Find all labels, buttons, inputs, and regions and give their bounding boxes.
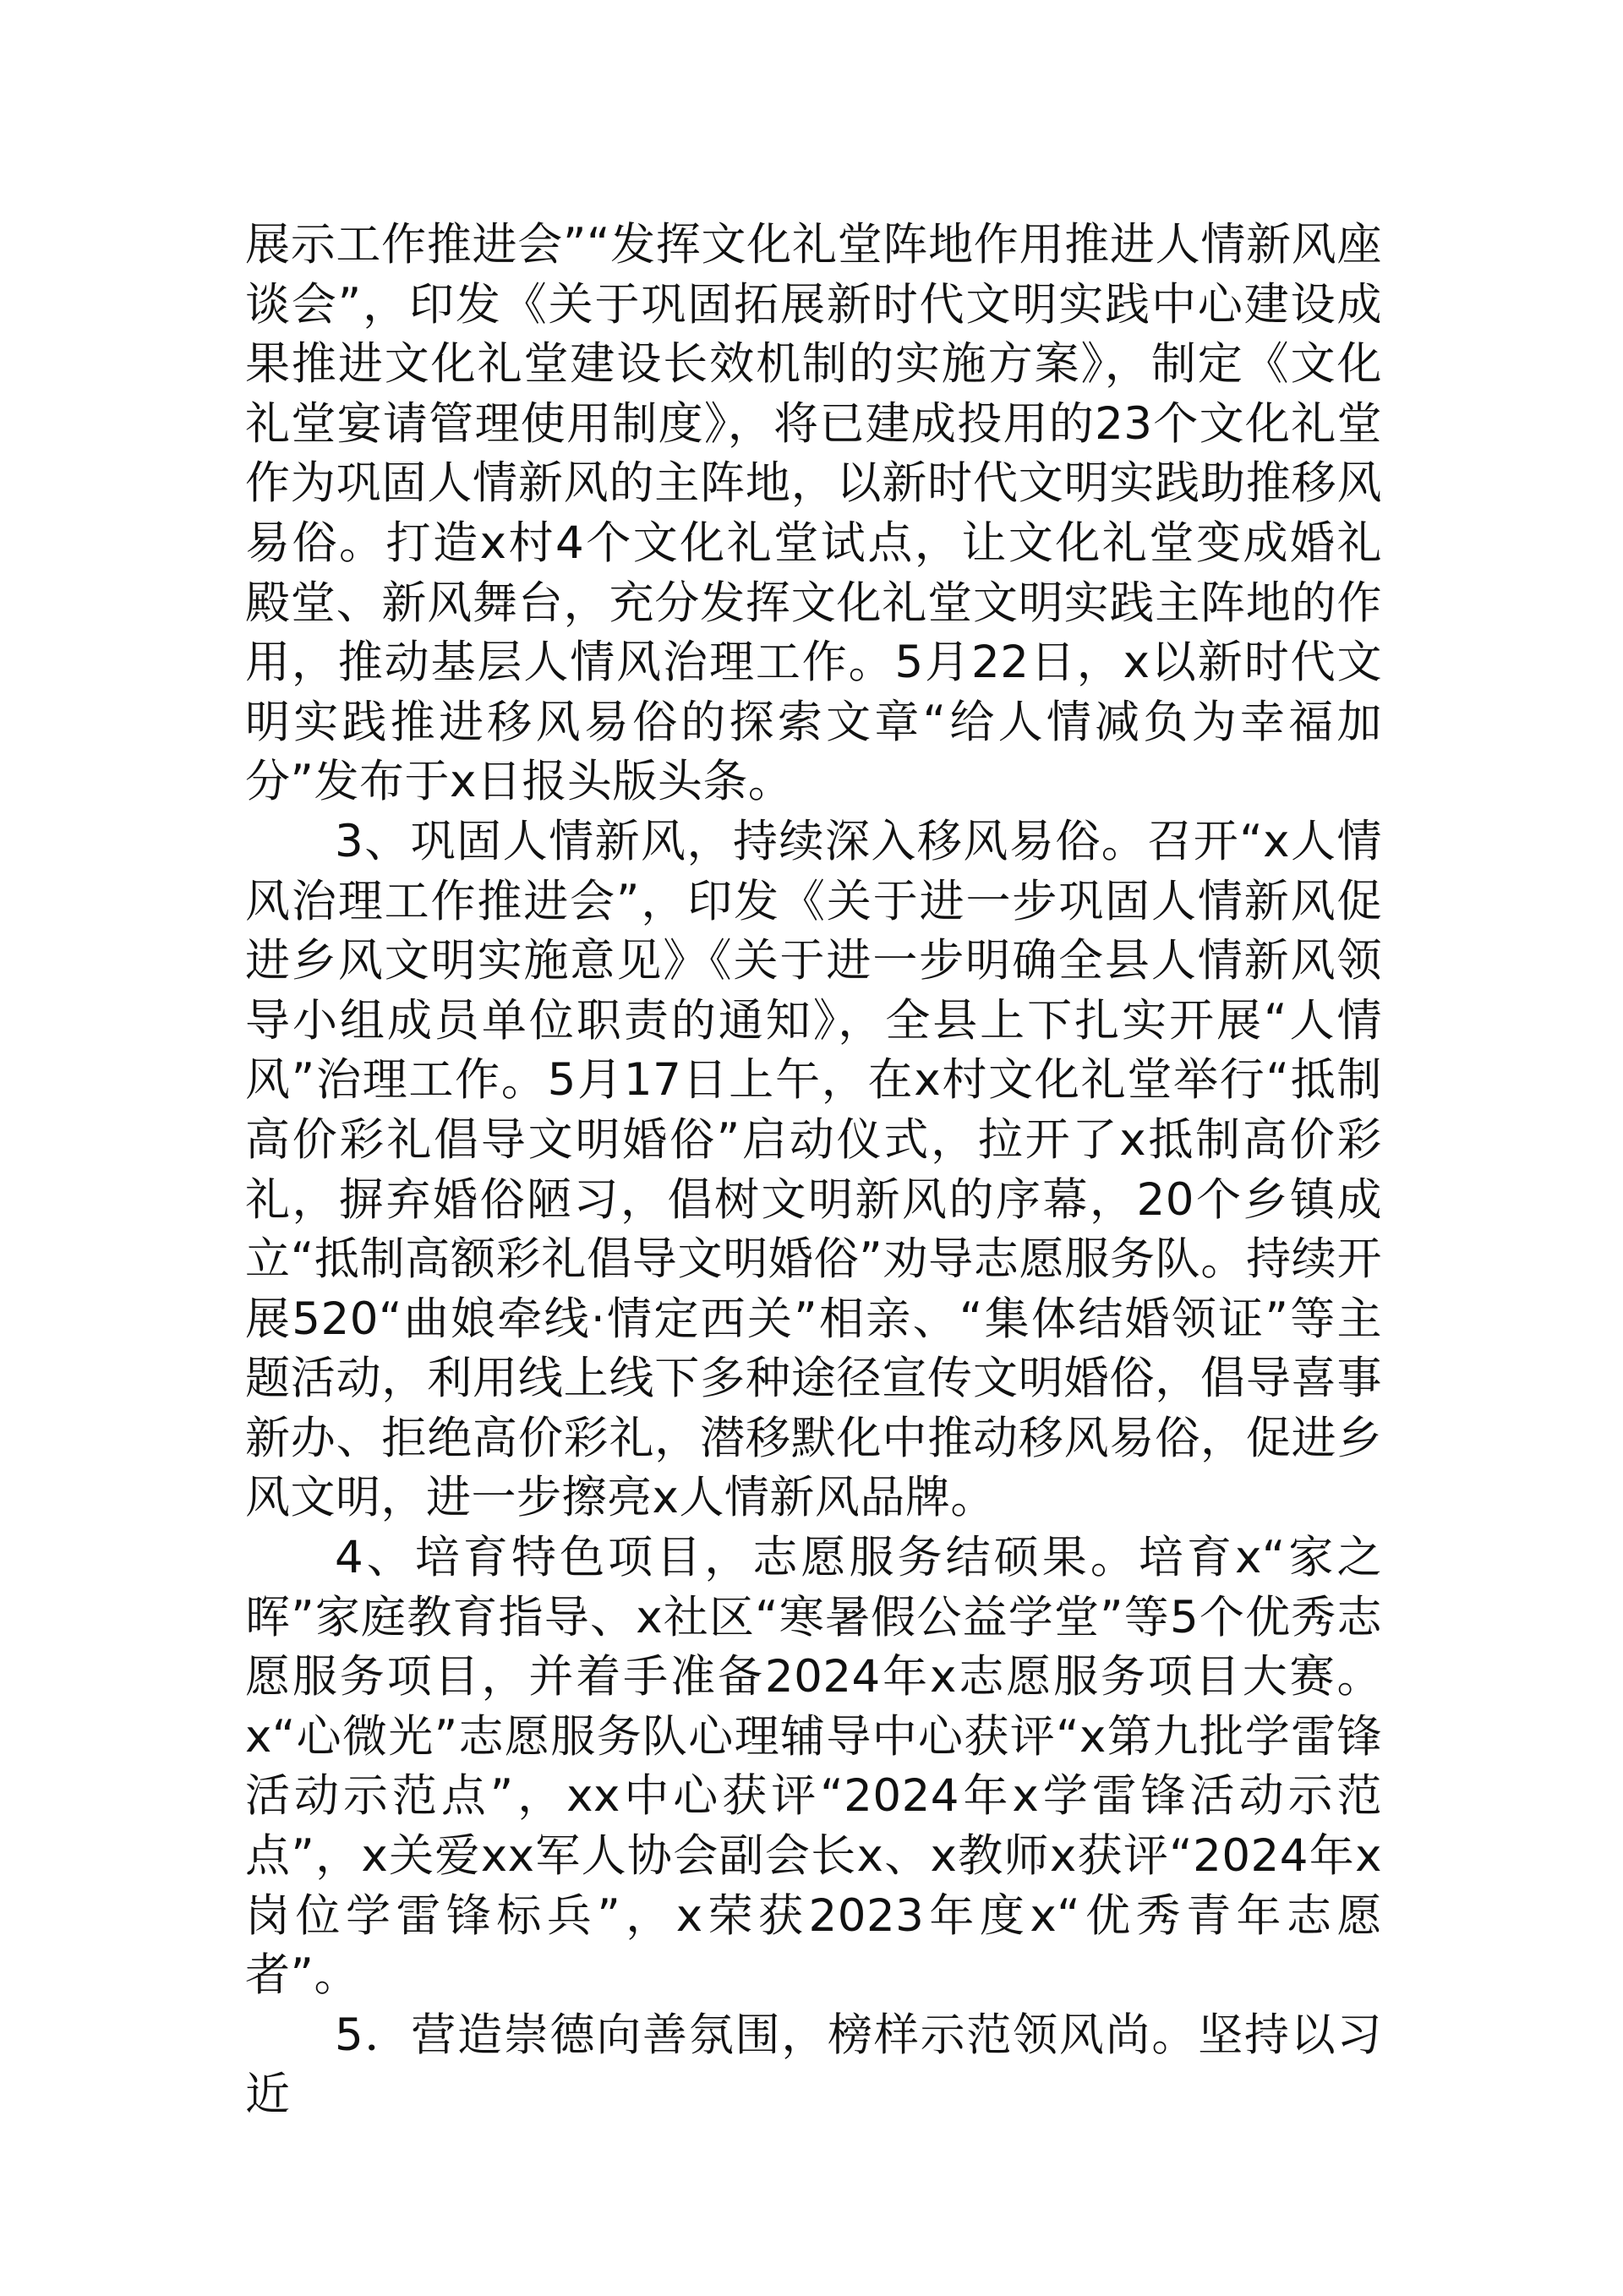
paragraph-1: 展示工作推进会”“发挥文化礼堂阵地作用推进人情新风座谈会”，印发《关于巩固拓展新时代文明实践中心建设成果推进文化礼堂建设长效机制的实施方案》，制定《文化礼堂宴请管理使用制度》，将已建成投用的23个文化礼堂作为巩固人情新风的主阵地，以新时代文明实践助推移风易俗。打造x村4个文化礼堂试点，让文化礼堂变成婚礼殿堂、新风舞台，充分发挥文化礼堂文明实践主阵地的作用，推动基层人情风治理工作。5月22日，x以新时代文明实践推进移风易俗的探索文章“给人情减负为幸福加分”发布于x日报头版头条。 <box>245 219 1382 808</box>
paragraph-4: 5．营造崇德向善氛围，榜样示范领风尚。坚持以习近 <box>245 2009 1382 2121</box>
paragraph-2: 3、巩固人情新风，持续深入移风易俗。召开“x人情风治理工作推进会”，印发《关于进一步巩固人情新风促进乡风文明实施意见》《关于进一步明确全县人情新风领导小组成员单位职责的通知》，全县上下扎实开展“人情风”治理工作。5月17日上午，在x村文化礼堂举行“抵制高价彩礼倡导文明婚俗”启动仪式，拉开了x抵制高价彩礼，摒弃婚俗陋习，倡树文明新风的序幕，20个乡镇成立“抵制高额彩礼倡导文明婚俗”劝导志愿服务队。持续开展520“曲娘牵线·情定西关”相亲、“集体结婚领证”等主题活动，利用线上线下多种途径宣传文明婚俗，倡导喜事新办、拒绝高价彩礼，潜移默化中推动移风易俗，促进乡风文明，进一步擦亮x人情新风品牌。 <box>245 815 1382 1524</box>
document-page <box>245 216 1382 2125</box>
paragraph-3: 4、培育特色项目，志愿服务结硕果。培育x“家之晖”家庭教育指导、x社区“寒暑假公益学堂”等5个优秀志愿服务项目，并着手准备2024年x志愿服务项目大赛。x“心微光”志愿服务队心理辅导中心获评“x第九批学雷锋活动示范点”，xx中心获评“2024年x学雷锋活动示范点”，x关爱xx军人协会副会长x、x教师x获评“2024年x岗位学雷锋标兵”，x荣获2023年度x“优秀青年志愿者”。 <box>245 1532 1382 2002</box>
